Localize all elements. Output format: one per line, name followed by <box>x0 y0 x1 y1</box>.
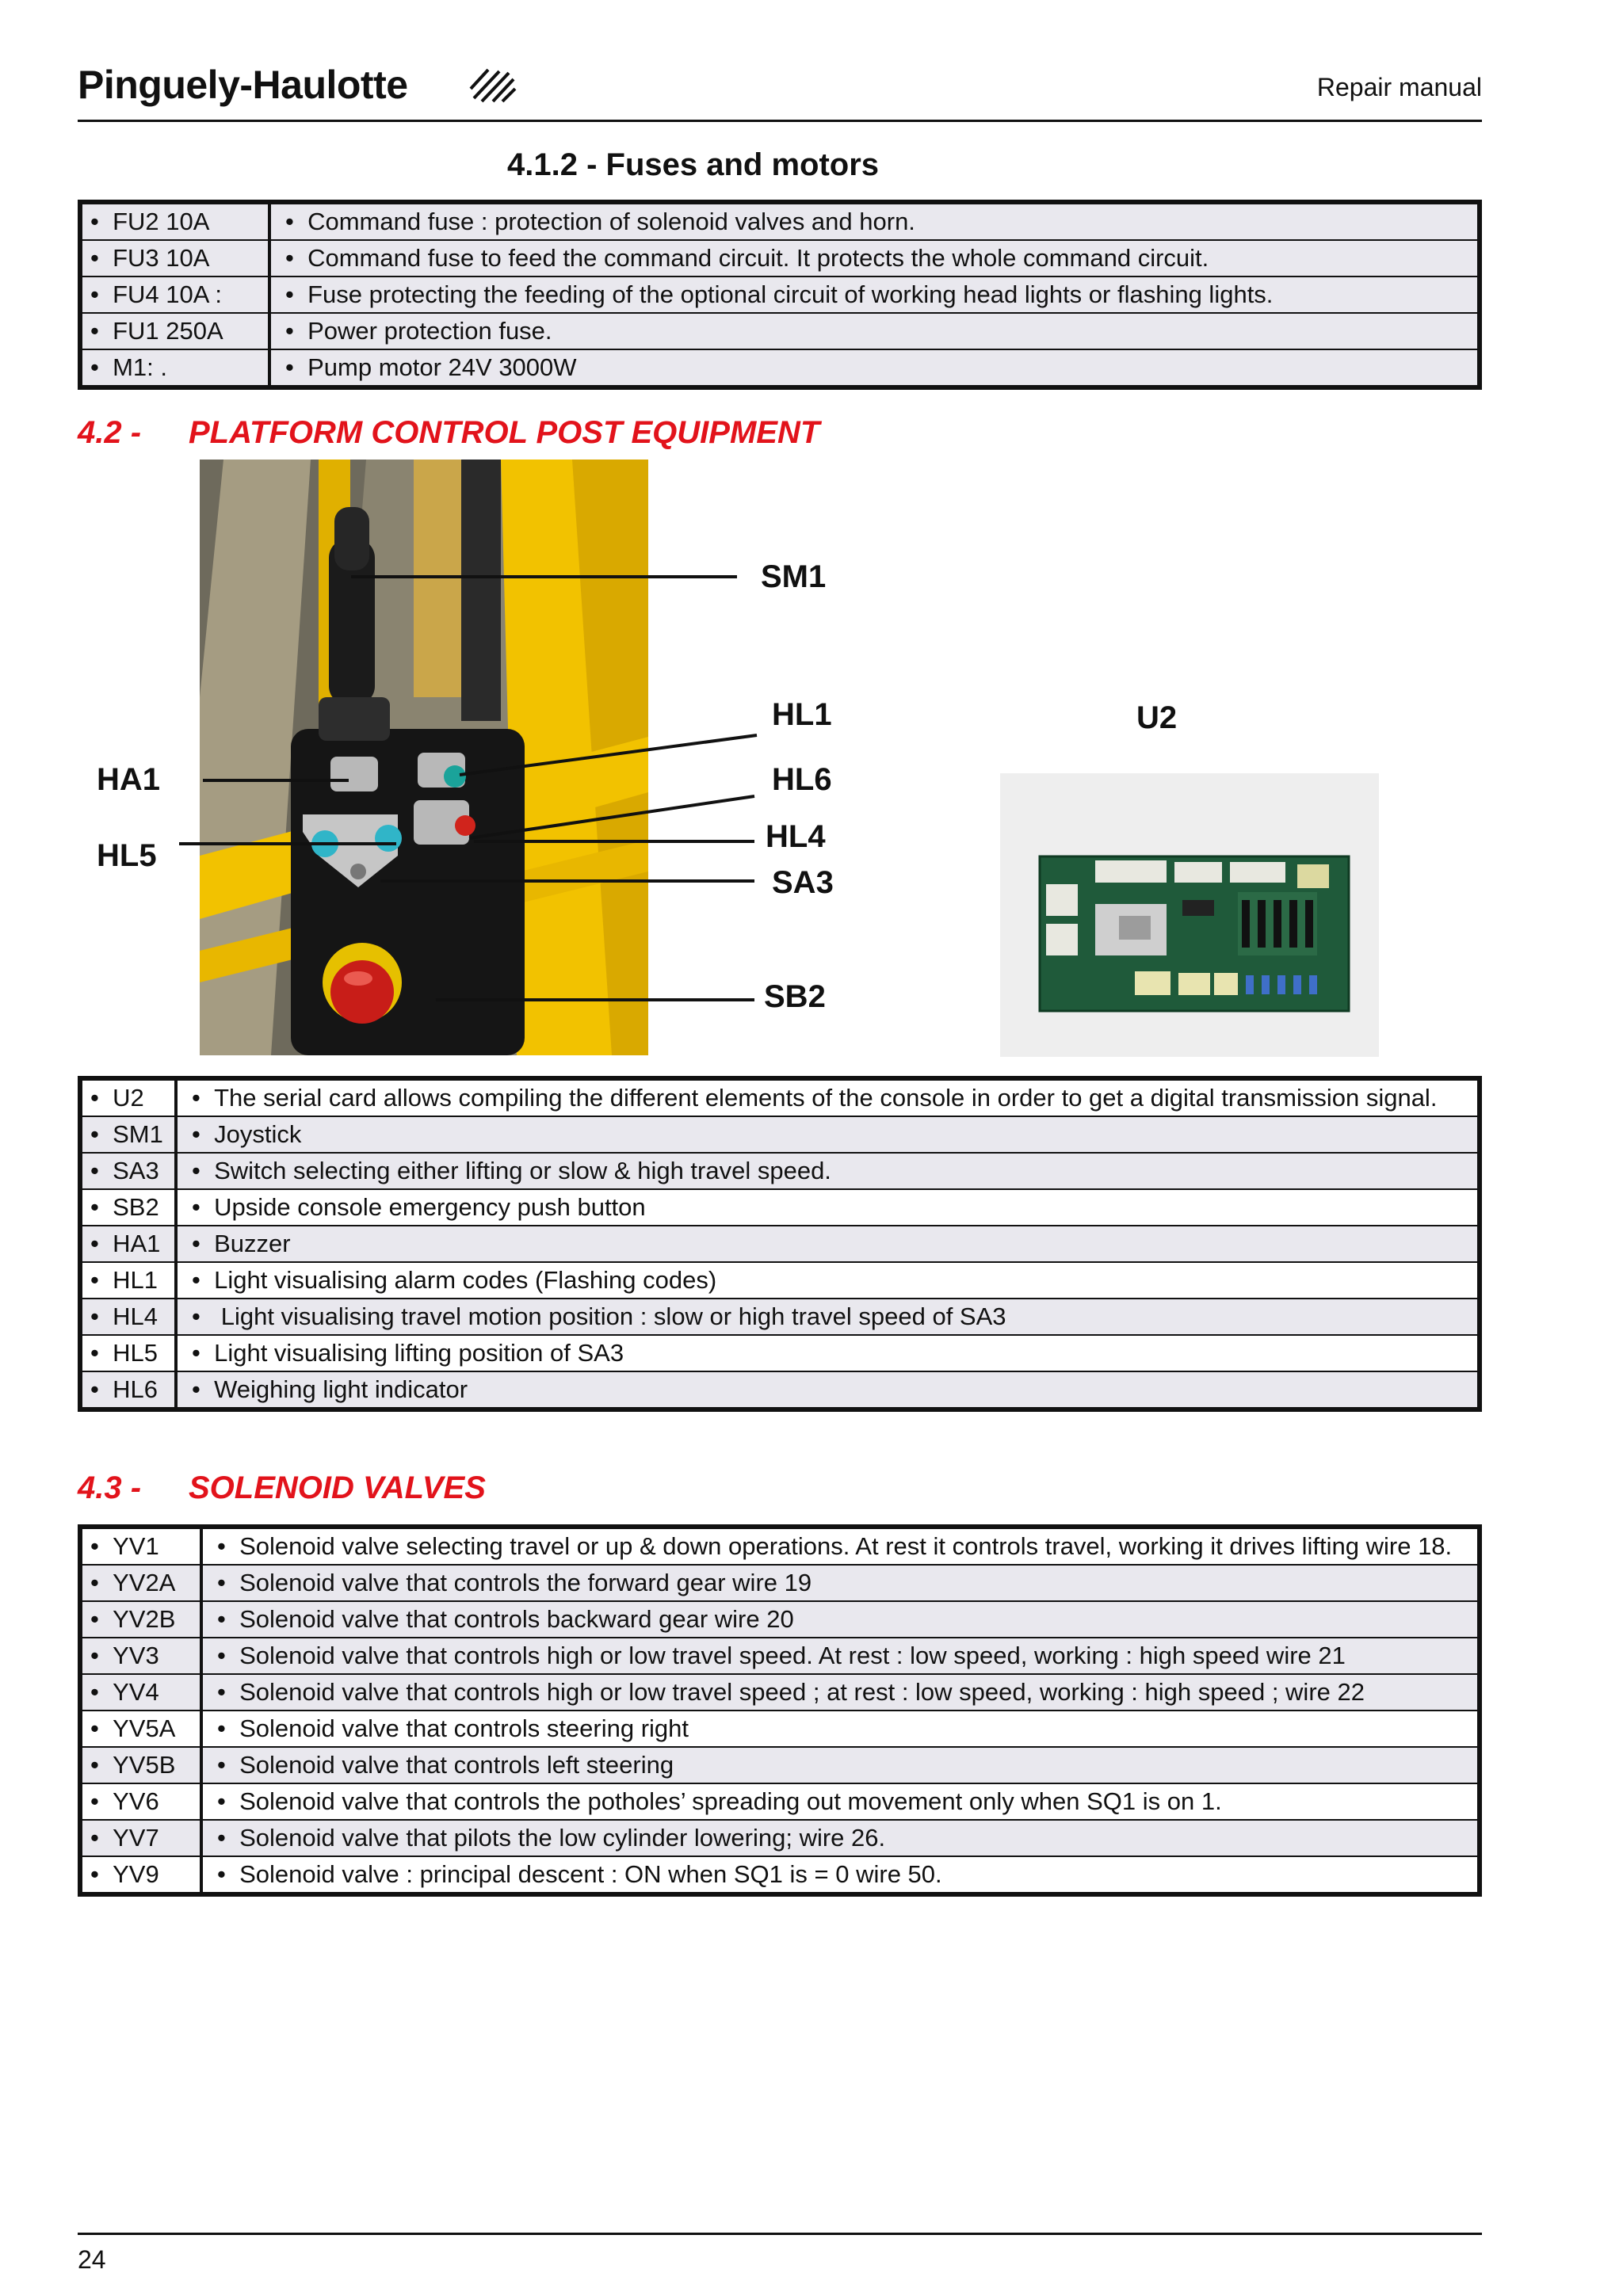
item-description: • Fuse protecting the feeding of the optional circuit of working head lights or flashing lights. <box>269 277 1480 313</box>
valves-section-title: SOLENOID VALVES <box>189 1470 486 1505</box>
item-code: • FU3 10A <box>80 240 269 277</box>
item-description: • Command fuse to feed the command circuit. It protects the whole command circuit. <box>269 240 1480 277</box>
document-type-label: Repair manual <box>1316 73 1482 101</box>
item-code: • YV5B <box>80 1747 201 1783</box>
item-code: • HL4 <box>80 1299 176 1335</box>
table-row <box>80 1638 1480 1674</box>
table-row <box>80 1601 1480 1638</box>
table-row <box>80 1189 1480 1226</box>
item-code: • YV3 <box>80 1638 201 1674</box>
item-code: • FU1 250A <box>80 313 269 349</box>
table-row <box>80 1226 1480 1262</box>
table-row <box>80 1711 1480 1747</box>
item-description: • Solenoid valve that controls backward gear wire 20 <box>201 1601 1480 1638</box>
item-code: • YV6 <box>80 1783 201 1820</box>
item-description: • Solenoid valve that controls the potholes’ spreading out movement only when SQ1 is on 1. <box>201 1783 1480 1820</box>
item-description: • Solenoid valve that controls steering right <box>201 1711 1480 1747</box>
table-row <box>80 1078 1480 1116</box>
callout-ha1: HA1 <box>97 762 161 797</box>
table-row <box>80 1527 1480 1565</box>
fuses-section-title: 4.1.2 - Fuses and motors <box>507 147 880 182</box>
item-code: • FU2 10A <box>80 202 269 240</box>
item-code: • HL5 <box>80 1335 176 1371</box>
item-description: • Solenoid valve that controls the forward gear wire 19 <box>201 1565 1480 1601</box>
table-row <box>80 1371 1480 1409</box>
callout-hl4: HL4 <box>766 819 826 854</box>
item-code: • SB2 <box>80 1189 176 1226</box>
table-row <box>80 313 1480 349</box>
item-code: • YV5A <box>80 1711 201 1747</box>
item-description: • Solenoid valve selecting travel or up & down operations. At rest it controls travel, working it drives lifting wire 18. <box>201 1527 1480 1565</box>
item-description: • Solenoid valve that controls high or low travel speed ; at rest : low speed, working : high speed ; wire 22 <box>201 1674 1480 1711</box>
item-description: • Solenoid valve that controls left steering <box>201 1747 1480 1783</box>
item-code: • YV1 <box>80 1527 201 1565</box>
solenoid-valves-table <box>78 1524 1482 1897</box>
item-description: • Buzzer <box>176 1226 1480 1262</box>
valves-section-number: 4.3 - <box>78 1470 142 1505</box>
callout-u2: U2 <box>1136 700 1178 735</box>
item-code: • YV2A <box>80 1565 201 1601</box>
table-row <box>80 1299 1480 1335</box>
platform-section-title: PLATFORM CONTROL POST EQUIPMENT <box>189 415 820 450</box>
table-row <box>80 277 1480 313</box>
table-row <box>80 1856 1480 1894</box>
item-description: • Light visualising alarm codes (Flashing codes) <box>176 1262 1480 1299</box>
item-description: • Weighing light indicator <box>176 1371 1480 1409</box>
item-description: • The serial card allows compiling the different elements of the console in order to get a digital transmission signal. <box>176 1078 1480 1116</box>
item-code: • YV2B <box>80 1601 201 1638</box>
platform-section-number: 4.2 - <box>78 415 142 450</box>
item-description: • Pump motor 24V 3000W <box>269 349 1480 387</box>
item-code: • YV4 <box>80 1674 201 1711</box>
table-row <box>80 1820 1480 1856</box>
table-row <box>80 1116 1480 1153</box>
item-code: • FU4 10A : <box>80 277 269 313</box>
item-code: • SA3 <box>80 1153 176 1189</box>
item-description: • Solenoid valve that controls high or low travel speed. At rest : low speed, working : high speed wire 21 <box>201 1638 1480 1674</box>
table-row <box>80 240 1480 277</box>
control-console-photo <box>200 460 648 1055</box>
item-description: • Power protection fuse. <box>269 313 1480 349</box>
footer-divider <box>78 2233 1482 2235</box>
table-row <box>80 1262 1480 1299</box>
callout-hl5: HL5 <box>97 838 157 873</box>
item-description: • Command fuse : protection of solenoid valves and horn. <box>269 202 1480 240</box>
item-description: • Solenoid valve that pilots the low cylinder lowering; wire 26. <box>201 1820 1480 1856</box>
callout-sb2: SB2 <box>764 979 826 1014</box>
callout-hl1: HL1 <box>772 697 832 732</box>
table-row <box>80 1565 1480 1601</box>
item-code: • SM1 <box>80 1116 176 1153</box>
item-code: • HL6 <box>80 1371 176 1409</box>
table-row <box>80 349 1480 387</box>
callout-sm1: SM1 <box>761 559 827 594</box>
header-divider <box>78 120 1482 122</box>
serial-card-photo <box>1000 773 1379 1057</box>
table-row <box>80 1747 1480 1783</box>
callout-sa3: SA3 <box>772 865 834 900</box>
item-description: • Joystick <box>176 1116 1480 1153</box>
table-row <box>80 1153 1480 1189</box>
brand-logo-icon <box>468 65 517 105</box>
item-code: • YV9 <box>80 1856 201 1894</box>
table-row <box>80 202 1480 240</box>
table-row <box>80 1783 1480 1820</box>
item-code: • HA1 <box>80 1226 176 1262</box>
item-description: • Light visualising travel motion position : slow or high travel speed of SA3 <box>176 1299 1480 1335</box>
fuses-table <box>78 200 1482 390</box>
callout-hl6: HL6 <box>772 762 832 797</box>
item-code: • YV7 <box>80 1820 201 1856</box>
item-code: • M1: . <box>80 349 269 387</box>
item-description: • Switch selecting either lifting or slow & high travel speed. <box>176 1153 1480 1189</box>
platform-equipment-table <box>78 1076 1482 1412</box>
item-code: • HL1 <box>80 1262 176 1299</box>
item-description: • Solenoid valve : principal descent : ON when SQ1 is = 0 wire 50. <box>201 1856 1480 1894</box>
table-row <box>80 1335 1480 1371</box>
item-description: • Upside console emergency push button <box>176 1189 1480 1226</box>
item-description: • Light visualising lifting position of SA3 <box>176 1335 1480 1371</box>
page-number: 24 <box>78 2245 106 2274</box>
item-code: • U2 <box>80 1078 176 1116</box>
table-row <box>80 1674 1480 1711</box>
brand-name: Pinguely-Haulotte <box>78 63 408 107</box>
